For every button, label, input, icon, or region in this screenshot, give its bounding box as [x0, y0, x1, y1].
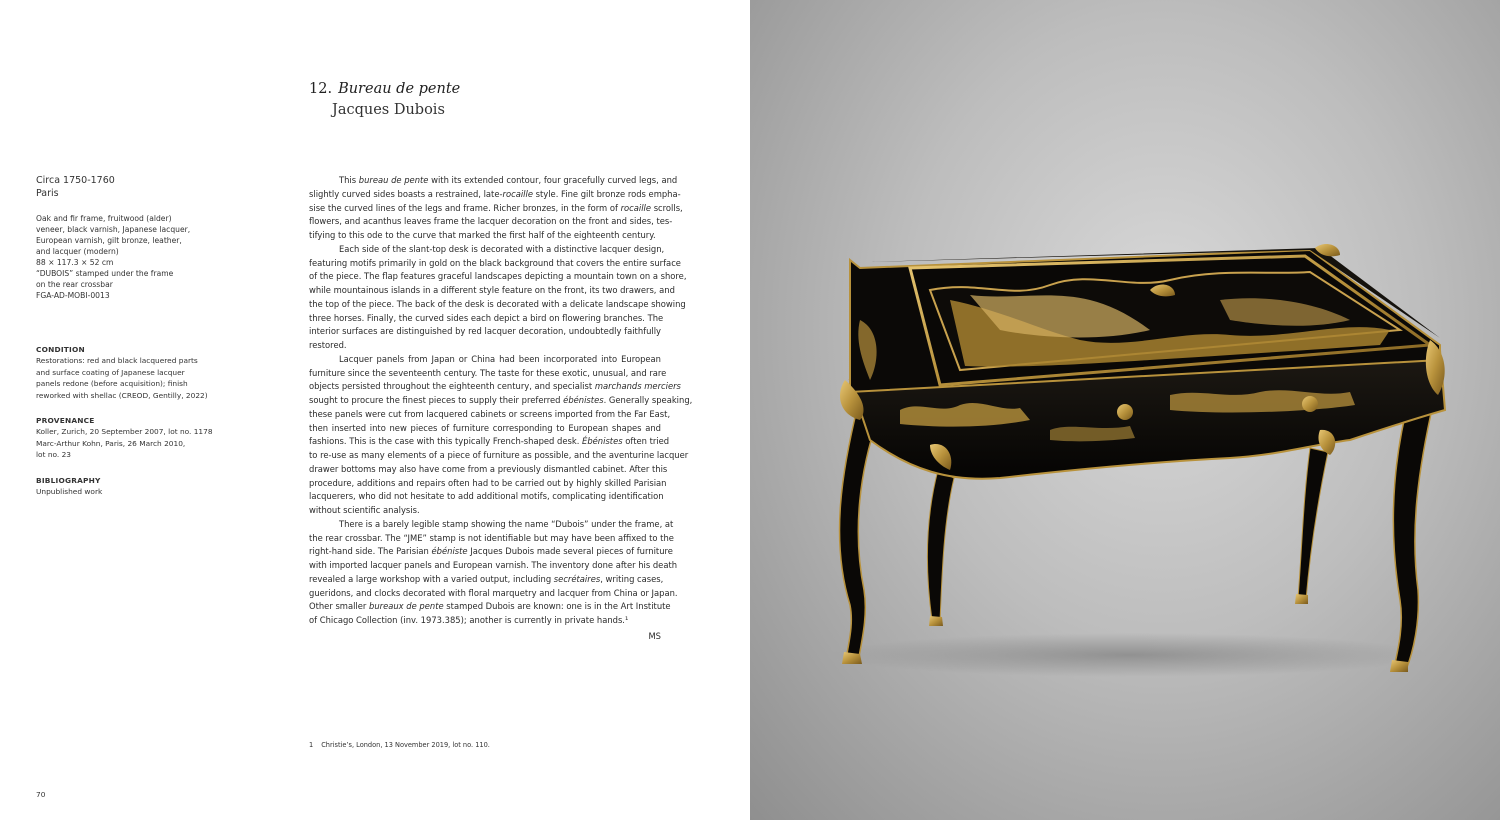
essay-line: lacquerers, who did not hesitate to add additional motifs, complicating identification — [309, 491, 664, 502]
floor-shadow — [830, 633, 1430, 677]
entry-name: Bureau de pente — [338, 81, 461, 97]
footnote-number: 1 — [309, 741, 314, 749]
condition-text — [36, 355, 208, 401]
essay-line: right-hand side. The Parisian ébéniste Jacques Dubois made several pieces of furniture — [309, 546, 673, 557]
essay-line: fashions. This is the case with this typically French-shaped desk. Ébénistes often tried — [309, 436, 670, 447]
condition-line: Restorations: red and black lacquered parts — [36, 356, 198, 365]
bureau-photograph — [750, 0, 1500, 820]
entry-number: 12. — [309, 81, 333, 97]
essay-line: Each side of the slant-top desk is decorated with a distinctive lacquer design, — [339, 243, 665, 254]
essay-line: gueridons, and clocks decorated with floral marquetry and lacquer from China or Japan. — [309, 587, 678, 598]
bibliography-text: Unpublished work — [36, 486, 103, 496]
essay-line: There is a barely legible stamp showing the name “Dubois” under the frame, at — [339, 518, 674, 529]
object-place: Paris — [36, 188, 59, 199]
materials-line: “DUBOIS” stamped under the frame — [36, 269, 174, 278]
essay-line: without scientific analysis. — [309, 505, 420, 515]
materials-line: and lacquer (modern) — [36, 247, 119, 256]
condition-heading: CONDITION — [36, 345, 85, 354]
materials-line: on the rear crossbar — [36, 280, 113, 289]
essay-line: tifying to this ode to the curve that marked the first half of the eighteenth century. — [309, 230, 656, 240]
essay-line: the top of the piece. The back of the desk is decorated with a delicate landscape showing — [309, 298, 686, 309]
provenance-heading: PROVENANCE — [36, 416, 95, 425]
essay-text — [309, 174, 693, 644]
materials-line: European varnish, gilt bronze, leather, — [36, 236, 182, 245]
essay-line: This bureau de pente with its extended contour, four gracefully curved legs, and — [339, 175, 678, 185]
provenance-line: lot no. 23 — [36, 450, 72, 459]
essay-line: featuring motifs primarily in gold on the black background that covers the entire surface — [309, 257, 681, 268]
essay-line: restored. — [309, 340, 347, 350]
essay-line: with imported lacquer panels and European varnish. The inventory done after his death — [309, 560, 678, 570]
footnote-text: Christie’s, London, 13 November 2019, lot no. 110. — [321, 741, 490, 749]
essay-line: Other smaller bureaux de pente stamped Dubois are known: one is in the Art Institute — [309, 601, 671, 612]
author-initials: MS — [648, 630, 661, 641]
essay-paragraph-1 — [309, 174, 683, 243]
essay-line: flowers, and acanthus leaves frame the lacquer decoration on the front and sides, tes- — [309, 216, 673, 227]
essay-line: drawer bottoms may also have come from a previously dismantled cabinet. After this — [309, 463, 668, 474]
essay-line: the rear crossbar. The “JME” stamp is not identifiable but may have been affixed to the — [309, 532, 674, 543]
entry-author: Jacques Dubois — [332, 102, 445, 118]
essay-line: of the piece. The flap features graceful landscapes depicting a mountain town on a shore, — [309, 271, 687, 282]
bibliography-heading: BIBLIOGRAPHY — [36, 475, 101, 485]
essay-line: objects persisted throughout the eighteenth century, and specialist marchands merciers — [309, 381, 681, 392]
page-number: 70 — [36, 790, 46, 799]
footnote — [309, 741, 490, 749]
essay-line: sise the curved lines of the legs and frame. Richer bronzes, in the form of rocaille scrolls, — [309, 202, 683, 213]
essay-line: then inserted into new pieces of furniture corresponding to European shapes and — [309, 422, 661, 433]
essay-line: interior surfaces are distinguished by red lacquer decoration, undoubtedly faithfully — [309, 326, 661, 337]
entry-title — [309, 79, 460, 99]
essay-line: of Chicago Collection (inv. 1973.385); another is currently in private hands.¹ — [309, 615, 629, 625]
essay-line: three horses. Finally, the curved sides each depict a bird on flowering branches. The — [309, 312, 664, 323]
provenance-line: Koller, Zurich, 20 September 2007, lot no. 1178 — [36, 427, 213, 436]
condition-line: reworked with shellac (CREOD, Gentilly, 2022) — [36, 390, 208, 400]
essay-paragraph-4 — [309, 518, 678, 628]
object-date: Circa 1750-1760 — [36, 175, 115, 186]
inventory-number: FGA-AD-MOBI-0013 — [36, 291, 110, 300]
essay-line: slightly curved sides boasts a restrained, late-rocaille style. Fine gilt bronze rods empha- — [309, 188, 681, 199]
essay-line: to re-use as many elements of a piece of furniture as possible, and the aventurine lacquer — [309, 450, 689, 460]
materials-line: Oak and fir frame, fruitwood (alder) — [36, 214, 172, 223]
essay-line: revealed a large workshop with a varied output, including secrétaires, writing cases, — [309, 573, 664, 584]
right-page — [750, 0, 1500, 820]
essay-line: Lacquer panels from Japan or China had been incorporated into European — [339, 353, 661, 364]
essay-line: procedure, additions and repairs often had to be carried out by highly skilled Parisian — [309, 477, 667, 488]
materials-line: veneer, black varnish, Japanese lacquer, — [36, 225, 191, 234]
essay-line: while mountainous islands in a different style feature on the front, its two drawers, and — [309, 285, 675, 295]
essay-line: sought to procure the finest pieces to supply their preferred ébénistes. Generally speaking, — [309, 395, 693, 405]
essay-paragraph-2 — [309, 243, 687, 353]
provenance-text — [36, 426, 213, 461]
object-dimensions: 88 × 117.3 × 52 cm — [36, 258, 114, 267]
object-materials — [36, 213, 201, 301]
condition-line: panels redone (before acquisition); finish — [36, 379, 188, 388]
essay-line: furniture since the seventeenth century. The taste for these exotic, unusual, and rare — [309, 367, 667, 378]
entry-title-block — [309, 79, 460, 120]
essay-line: these panels were cut from lacquered cabinets or screens imported from the Far East, — [309, 408, 671, 419]
catalogue-sidebar — [36, 174, 213, 497]
provenance-line: Marc-Arthur Kohn, Paris, 26 March 2010, — [36, 438, 186, 448]
condition-line: and surface coating of Japanese lacquer — [36, 367, 185, 377]
essay-paragraph-3 — [309, 353, 693, 518]
